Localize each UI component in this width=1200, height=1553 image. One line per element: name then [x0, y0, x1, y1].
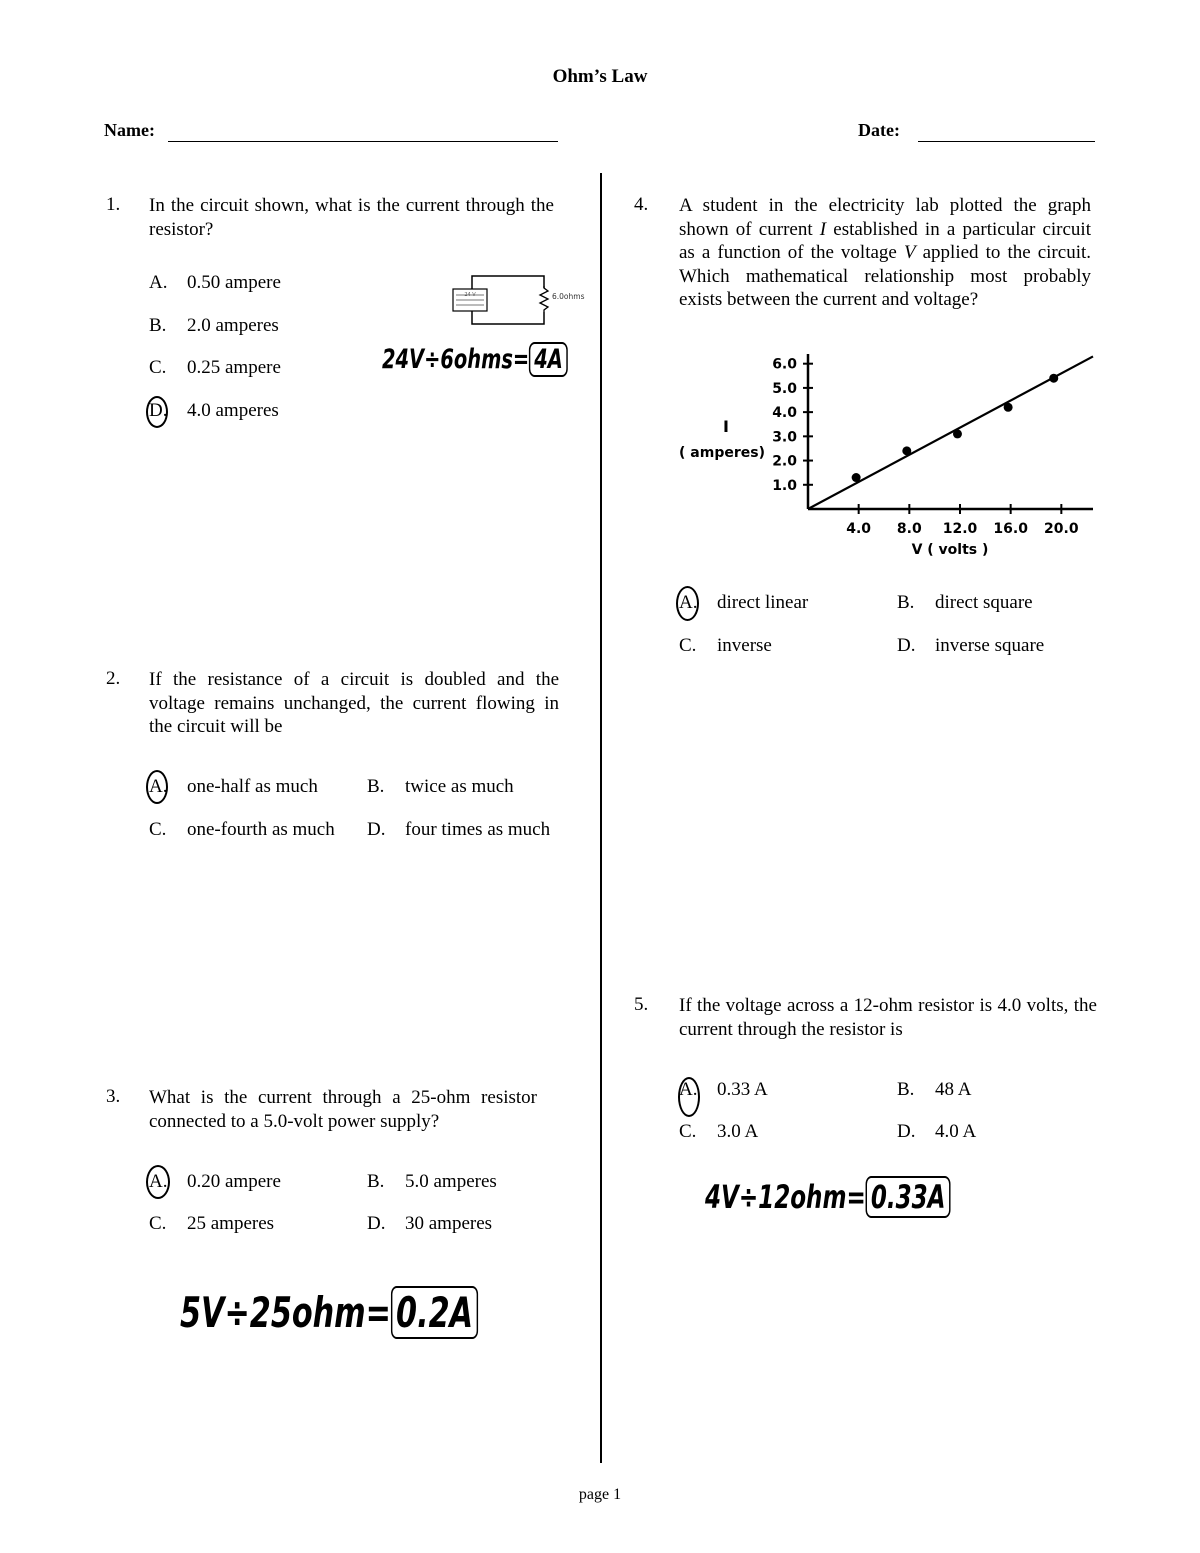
- question-1-text: In the circuit shown, what is the current through the resistor?: [149, 195, 554, 240]
- question-3-text: What is the current through a 25-ohm resistor connected to a 5.0-volt power supply?: [149, 1087, 537, 1132]
- answer-circle-mark: [146, 396, 168, 428]
- question-4-option-a[interactable]: A. direct linear: [679, 592, 809, 613]
- question-3-option-b[interactable]: B. 5.0 amperes: [367, 1171, 497, 1192]
- data-point: [1004, 403, 1013, 412]
- answer-circle-mark: [678, 1077, 700, 1117]
- question-1-option-d[interactable]: D. 4.0 amperes: [149, 400, 279, 421]
- question-3-option-a[interactable]: A. 0.20 ampere: [149, 1171, 281, 1192]
- question-2-option-c[interactable]: C. one-fourth as much: [149, 819, 335, 840]
- y-tick-label: 3.0: [772, 429, 797, 446]
- y-axis-label: I: [723, 417, 729, 436]
- question-5-option-d[interactable]: D. 4.0 A: [897, 1121, 977, 1142]
- question-2-option-d[interactable]: D. four times as much: [367, 819, 551, 840]
- question-1-number: 1.: [106, 194, 121, 215]
- current-voltage-graph: [660, 340, 1105, 565]
- x-tick-label: 4.0: [846, 521, 872, 537]
- question-5-option-a[interactable]: A. 0.33 A: [679, 1079, 768, 1100]
- question-4-option-c[interactable]: C. inverse: [679, 635, 772, 656]
- boxed-answer: 0.33A: [866, 1176, 951, 1218]
- data-point: [852, 473, 861, 482]
- question-1-option-b[interactable]: B. 2.0 amperes: [149, 315, 279, 336]
- x-tick-label: 8.0: [896, 521, 922, 537]
- question-5-text: If the voltage across a 12-ohm resistor is 4.0 volts, the current through the resistor is: [679, 995, 1097, 1040]
- question-4-option-b[interactable]: B. direct square: [897, 592, 1033, 613]
- y-tick-label: 2.0: [772, 453, 797, 470]
- column-divider: [600, 173, 602, 1463]
- x-tick-label: 20.0: [1044, 521, 1079, 537]
- question-2-option-b[interactable]: B. twice as much: [367, 776, 514, 797]
- question-1-option-c[interactable]: C. 0.25 ampere: [149, 357, 281, 378]
- data-point: [1049, 374, 1058, 383]
- x-tick-label: 16.0: [993, 521, 1028, 537]
- name-field[interactable]: [168, 141, 558, 142]
- y-tick-label: 6.0: [772, 356, 797, 373]
- data-point: [953, 429, 962, 438]
- question-5-option-b[interactable]: B. 48 A: [897, 1079, 972, 1100]
- question-2-text: If the resistance of a circuit is doubled and the voltage remains unchanged, the current flowing in the circuit will be: [149, 669, 559, 737]
- page-title: Ohm’s Law: [552, 66, 648, 87]
- question-3-number: 3.: [106, 1086, 121, 1107]
- question-4-option-d[interactable]: D. inverse square: [897, 635, 1045, 656]
- date-field[interactable]: [918, 141, 1095, 142]
- handwritten-work-5: 4V÷12ohm= 0.33A: [705, 1178, 951, 1216]
- handwritten-work-3: 5V÷25ohm= 0.2A: [180, 1288, 478, 1337]
- page-number: page 1: [578, 1486, 622, 1503]
- question-3-option-d[interactable]: D. 30 amperes: [367, 1213, 493, 1234]
- question-4-text: A student in the electricity lab plotted the graph shown of current I established in a particular circuit as a function of the voltage V applied to the circuit. Which mathematical relationship most probably exists between the current and voltage?: [679, 195, 1091, 310]
- y-tick-label: 5.0: [772, 380, 797, 397]
- x-tick-label: 12.0: [942, 521, 978, 537]
- date-label: Date:: [858, 120, 900, 140]
- question-3-option-c[interactable]: C. 25 amperes: [149, 1213, 275, 1234]
- answer-circle-mark: [146, 1165, 170, 1199]
- question-5-option-c[interactable]: C. 3.0 A: [679, 1121, 759, 1142]
- boxed-answer: 0.2A: [391, 1286, 478, 1339]
- y-axis-unit: ( amperes): [679, 445, 765, 461]
- handwritten-work-1: 24V÷6ohms= 4A: [382, 344, 568, 375]
- x-axis-label: V ( volts ): [911, 542, 989, 558]
- circuit-diagram: [448, 268, 585, 330]
- boxed-answer: 4A: [529, 342, 568, 377]
- source-label: 24 V: [464, 292, 476, 298]
- y-tick-label: 1.0: [772, 477, 797, 494]
- question-5-number: 5.: [634, 994, 649, 1015]
- question-1-option-a[interactable]: A. 0.50 ampere: [149, 272, 281, 293]
- answer-circle-mark: [146, 770, 168, 804]
- answer-circle-mark: [676, 586, 699, 621]
- data-point: [902, 446, 911, 455]
- resistor-label: 6.0ohms: [552, 292, 585, 301]
- name-label: Name:: [104, 120, 155, 140]
- question-2-option-a[interactable]: A. one-half as much: [149, 776, 318, 797]
- question-2-number: 2.: [106, 668, 121, 689]
- question-4-number: 4.: [634, 194, 649, 215]
- y-tick-label: 4.0: [772, 405, 797, 422]
